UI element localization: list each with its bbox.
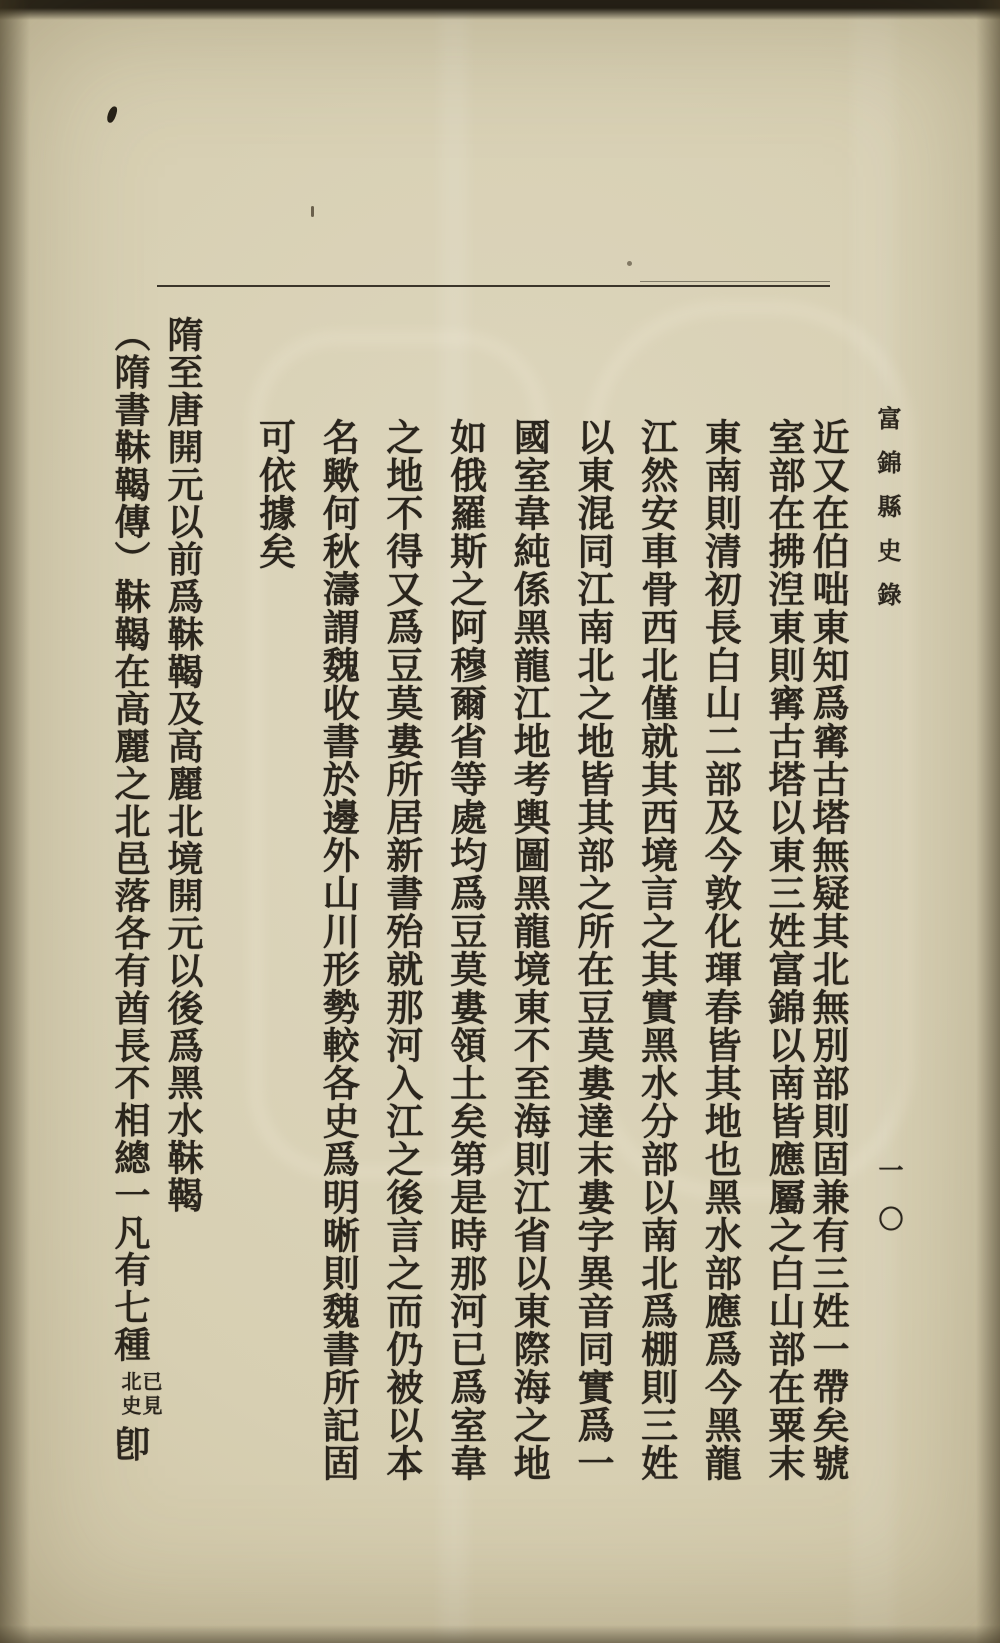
paper-crease xyxy=(852,0,896,1643)
text-column: 東南則清初長白山二部及今敦化琿春皆其地也黑水部應爲今黑龍 xyxy=(698,418,743,1482)
quote-tail-text: 卽 xyxy=(109,1425,151,1463)
note-left-line: 北史 xyxy=(118,1371,142,1420)
quote-heading-column: 隋至唐開元以前爲靺鞨及高麗北境開元以後爲黑水靺鞨 xyxy=(162,316,204,1214)
text-column: 近又在伯咄東知爲寗古塔無疑其北無別部則固兼有三姓一帶矣號 xyxy=(806,418,850,1482)
text-column: 可依據矣 xyxy=(252,418,297,570)
header-rule xyxy=(157,285,830,287)
interlinear-note xyxy=(119,1371,161,1419)
note-right-line: 已見 xyxy=(139,1371,163,1420)
scan-edge-bottom xyxy=(0,1625,1000,1643)
text-column: 名歟何秋濤謂魏收書於邊外山川形勢較各史爲明晰則魏書所記固 xyxy=(316,418,361,1482)
scan-edge-right xyxy=(976,0,1000,1643)
text-column: 以東混同江南北之地皆其部之所在豆莫婁達末婁字異音同實爲一 xyxy=(570,418,615,1482)
quote-source-column xyxy=(108,316,161,1556)
scan-edge-left xyxy=(0,0,30,1643)
main-text-block xyxy=(233,418,850,1518)
text-column: 江然安車骨西北僅就其西境言之其實黑水分部以南北爲棚則三姓 xyxy=(634,418,679,1482)
page-number: 一〇 xyxy=(875,1157,904,1255)
text-column: 國室韋純係黑龍江地考輿圖黑龍境東不至海則江省以東際海之地 xyxy=(507,418,552,1482)
text-column: 室部在拂湼東則寗古塔以東三姓富錦以南皆應屬之白山部在粟末 xyxy=(762,418,806,1482)
quote-source-text: （隋書靺鞨傳）靺鞨在高麗之北邑落各有酋長不相總一凡有七種 xyxy=(109,316,151,1364)
ink-speck xyxy=(627,261,632,266)
header-rule-echo xyxy=(640,281,830,282)
text-column: 之地不得又爲豆莫婁所居新書殆就那河入江之後言之而仍被以本 xyxy=(379,418,424,1482)
text-column: 如俄羅斯之阿穆爾省等處均爲豆莫婁領土矣第是時那河已爲室韋 xyxy=(443,418,488,1482)
quote-section xyxy=(91,316,205,1556)
ink-speck xyxy=(106,105,119,124)
book-title: 富錦縣史錄 xyxy=(873,406,902,626)
ink-speck xyxy=(311,206,314,217)
scan-edge-top xyxy=(0,0,1000,20)
